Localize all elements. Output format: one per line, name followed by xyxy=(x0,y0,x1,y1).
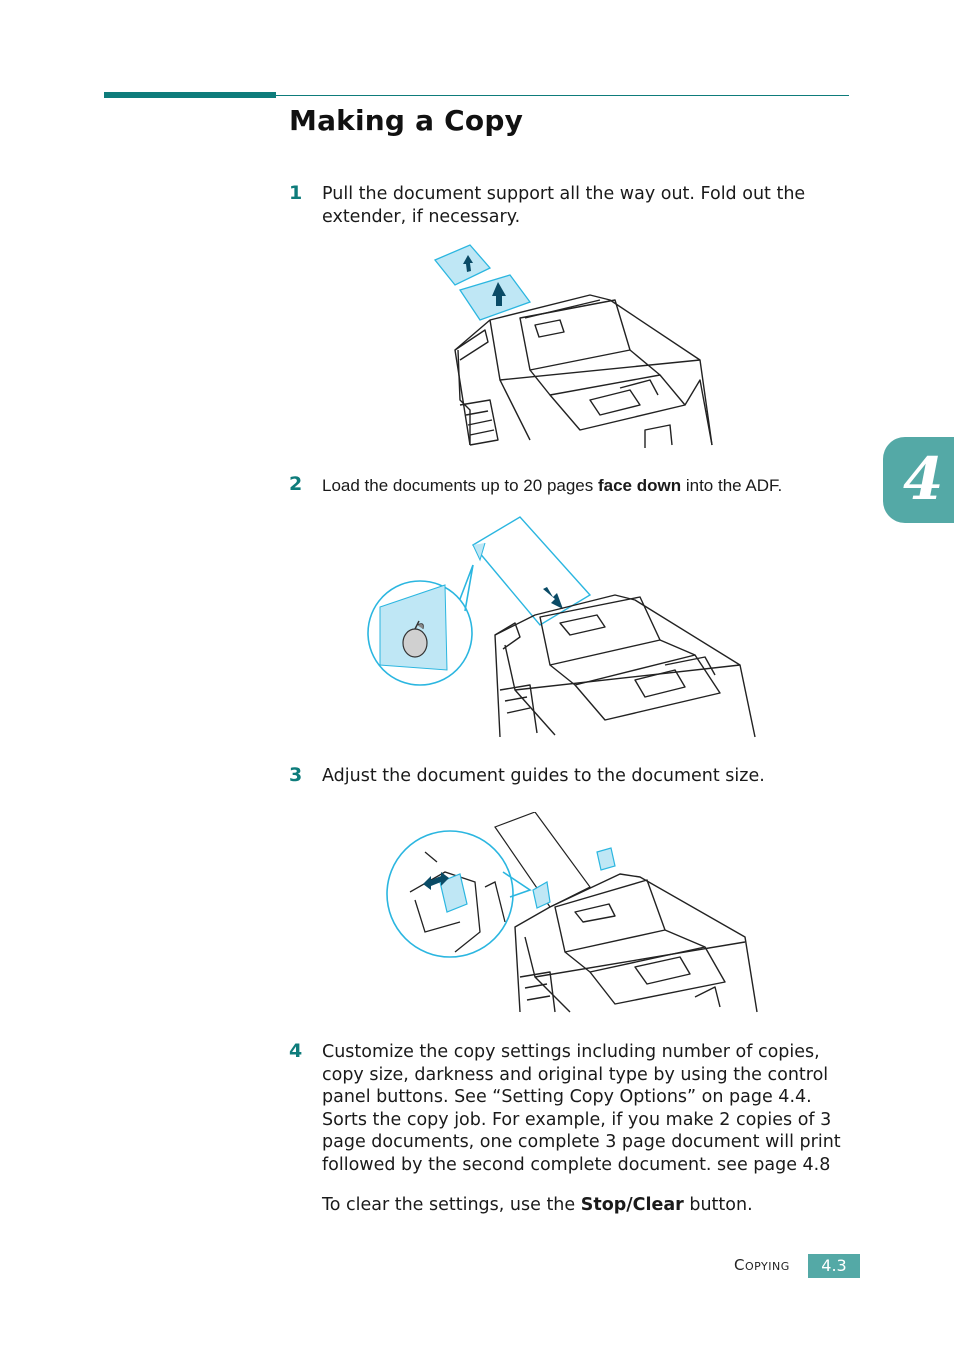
step-text-4: Customize the copy settings including number of copies, copy size, darkness and original type by using the control panel buttons. See “Setting Copy Options” on page 4.4. Sorts the copy job. For example, if you make 2 copies of 3 page documents, one complete 3 page document will print followed by the second complete document. see page 4.8 xyxy=(322,1042,841,1175)
face-down-emphasis: face down xyxy=(597,476,682,495)
step-text-1: Pull the document support all the way out. Fold out the extender, if necessary. xyxy=(322,184,806,227)
stop-clear-emphasis: Stop/Clear xyxy=(580,1195,684,1215)
footer-page-number: 4.3 xyxy=(808,1254,860,1278)
step-number-1: 1 xyxy=(289,182,303,204)
note-text-part: To clear the settings, use the xyxy=(322,1195,581,1215)
chapter-tab-number: 4 xyxy=(903,445,944,513)
page-title: Making a Copy xyxy=(289,104,524,137)
footer-section-label: Copying xyxy=(734,1256,790,1274)
illustration-load-documents xyxy=(365,515,760,740)
note-clear-settings xyxy=(322,1194,852,1217)
chapter-tab xyxy=(883,437,954,523)
step-number-2: 2 xyxy=(289,473,303,495)
step-text-2 xyxy=(322,475,852,498)
section-rule-thin xyxy=(276,95,849,96)
illustration-document-guides xyxy=(385,812,765,1017)
step-number-4: 4 xyxy=(289,1040,303,1062)
step-text-2-part: into the ADF. xyxy=(681,476,783,495)
step-number-3: 3 xyxy=(289,764,303,786)
note-text-part: button. xyxy=(683,1195,753,1215)
illustration-document-support xyxy=(430,240,720,448)
step-text-2-part: Load the documents up to 20 pages xyxy=(322,476,598,495)
step-text-3: Adjust the document guides to the document size. xyxy=(322,766,765,786)
section-rule-thick xyxy=(104,92,276,98)
